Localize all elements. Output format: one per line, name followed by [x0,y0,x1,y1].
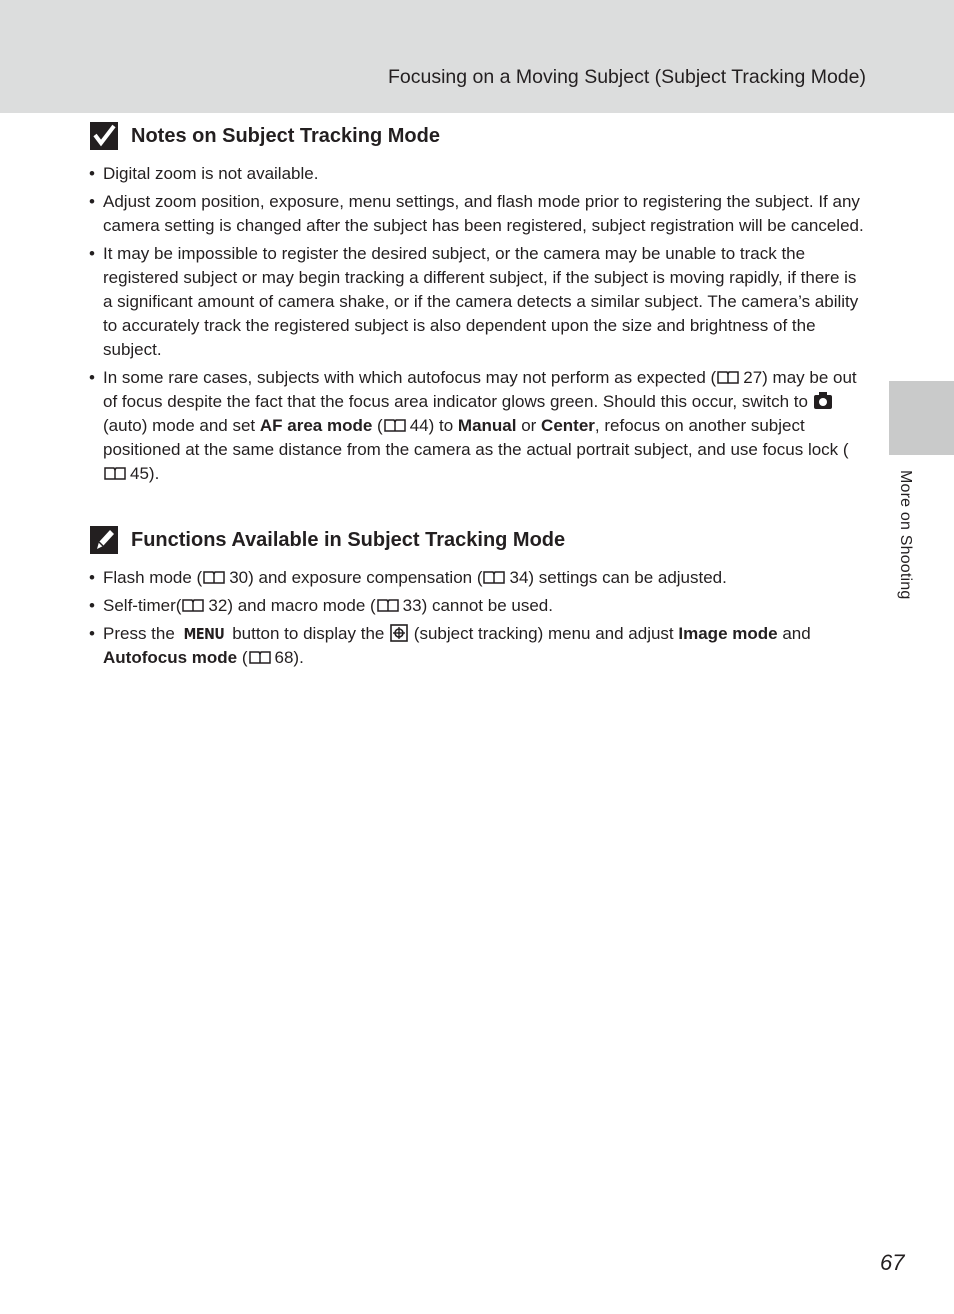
notes-list [89,162,869,490]
camera-auto-mode-icon [813,392,833,410]
page-ref[interactable]: 45 [130,464,149,483]
book-ref-icon [248,650,272,664]
list-item: • In some rare cases, subjects with which autofocus may not perform as expected ( 27) may be out of focus despite the fact that the focus area indicator glows green. Should this occur, switch to (auto) mode and set AF area mode ( 44) to Manual or Center, refocus on another subject positioned at the same distance from the camera as the actual portrait subject, and use focus lock ( 45). [89,368,857,483]
book-ref-icon [181,598,205,612]
functions-title: Functions Available in Subject Tracking Mode [131,528,566,551]
page-ref[interactable]: 27 [743,368,763,387]
list-item: • It may be impossible to register the desired subject, or the camera may be unable to track the registered subject or may begin tracking a different subject, if the subject is moving rapidly, if there is a significant amount of camera shake, or if the camera detects a similar subject. The camera’s ability to accurately track the registered subject is also dependent upon the size and brightness of the subject. [89,244,859,359]
page-ref[interactable]: 30 [229,568,249,587]
book-ref-icon [482,570,506,584]
list-item: • Flash mode ( 30) and exposure compensation ( 34) settings can be adjusted. [89,568,727,587]
menu-button-label: MENU [183,625,224,643]
list-item: • Digital zoom is not available. [89,164,319,183]
page-ref[interactable]: 32 [208,596,228,615]
list-item: • Press the MENU button to display the (subject tracking) menu and adjust Image mode and Autofocus mode ( 68). [89,624,811,667]
page-ref[interactable]: 44 [409,416,429,435]
book-ref-icon [103,466,127,480]
functions-heading [89,525,565,555]
page-ref[interactable]: 34 [509,568,529,587]
side-tab-label: More on Shooting [897,470,914,600]
header-band [0,0,954,113]
book-ref-icon [376,598,400,612]
book-ref-icon [383,418,407,432]
page-ref[interactable]: 33 [402,596,422,615]
side-tab [889,381,954,455]
pencil-icon [89,525,119,555]
list-item: • Adjust zoom position, exposure, menu settings, and flash mode prior to registering the subject. If any camera setting is changed after the subject has been registered, subject registration will be canceled. [89,192,864,235]
page-ref[interactable]: 68 [274,648,294,667]
notes-heading [89,121,440,151]
page-header-title: Focusing on a Moving Subject (Subject Tracking Mode) [388,66,866,88]
book-ref-icon [202,570,226,584]
list-item: • Self-timer( 32) and macro mode ( 33) cannot be used. [89,596,553,615]
page-number: 67 [880,1250,905,1275]
book-ref-icon [716,370,740,384]
functions-list [89,566,869,674]
notes-title: Notes on Subject Tracking Mode [131,124,440,147]
subject-tracking-icon [389,624,409,642]
check-mark-icon [89,121,119,151]
